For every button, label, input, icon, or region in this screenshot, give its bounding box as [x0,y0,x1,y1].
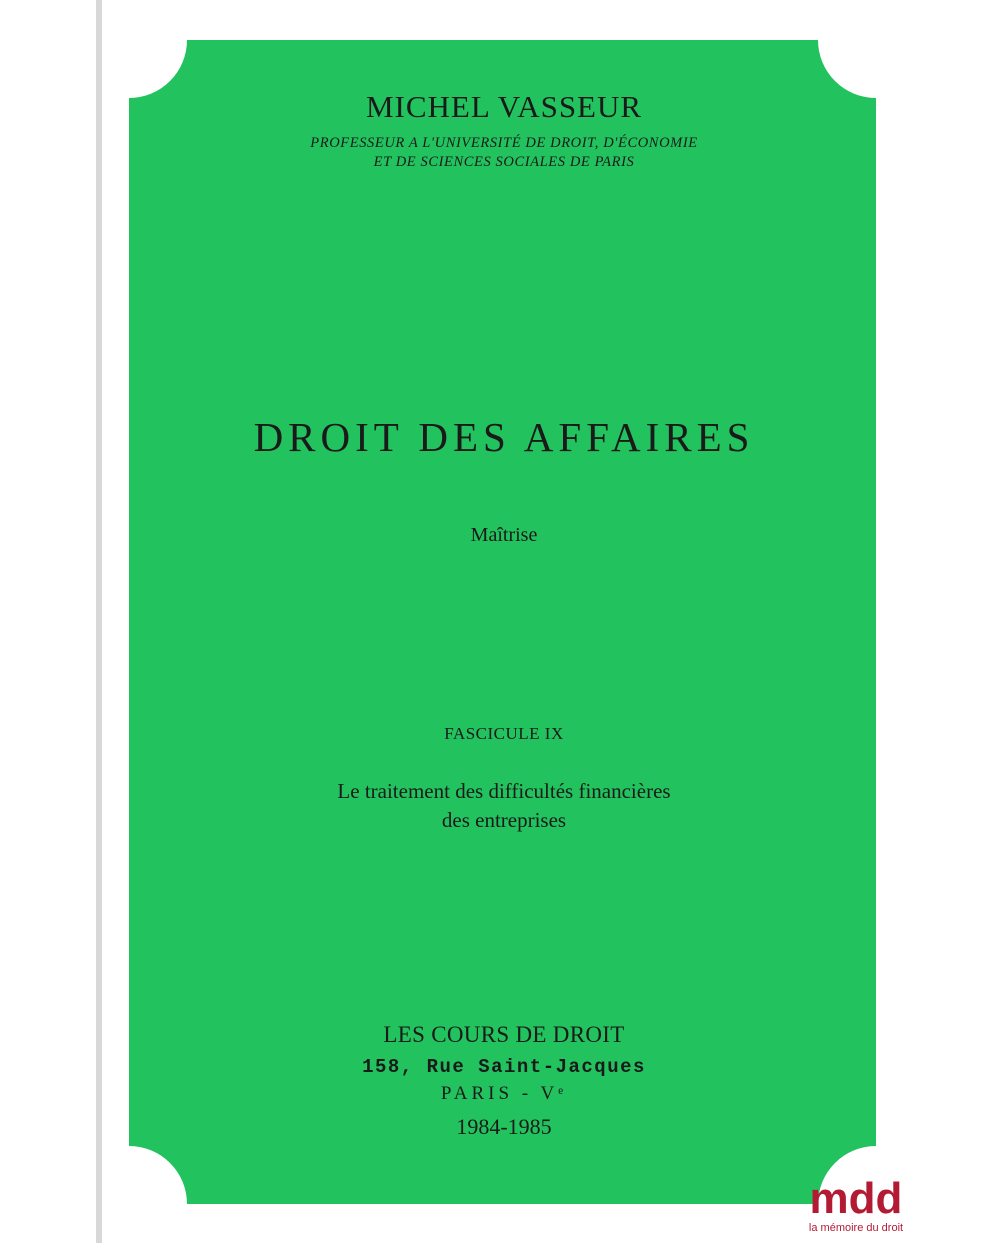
topic-line2: des entreprises [441,808,567,832]
mdd-logo-mark: mdd [809,1174,903,1223]
topic-line1: Le traitement des difficultés financières [337,779,671,803]
author-name: MICHEL VASSEUR [365,89,643,124]
fascicule-number: FASCICULE IX [444,724,564,743]
publisher-street: 158, Rue Saint-Jacques [362,1056,646,1078]
publisher-name: LES COURS DE DROIT [383,1022,625,1047]
publisher-city: PARIS - Vᵉ [440,1083,568,1104]
author-affiliation-line2: ET DE SCIENCES SOCIALES DE PARIS [373,154,635,170]
mdd-logo [810,1174,903,1223]
book-title: DROIT DES AFFAIRES [253,414,755,460]
publication-years: 1984-1985 [456,1114,552,1139]
author-affiliation-line1: PROFESSEUR A L'UNIVERSITÉ DE DROIT, D'ÉCONOMIE [310,135,698,151]
book-subtitle: Maîtrise [470,524,538,546]
logo-caption: la mémoire du droit [808,1222,904,1234]
